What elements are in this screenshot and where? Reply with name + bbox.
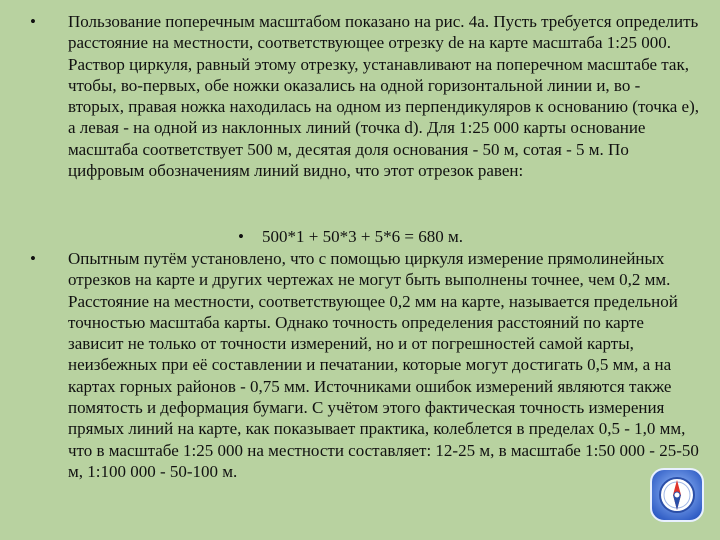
formula-line	[238, 226, 463, 247]
bullet-paragraph-2	[30, 248, 700, 482]
paragraph-text: Опытным путём установлено, что с помощью циркуля измерение прямолинейных отрезков на карте и других чертежах не могут быть выполнены точнее, чем 0,2 мм. Расстояние на местности, соответствующее 0,2 мм на карте, называется предельной точностью масштаба карты. Однако точность определения расстояний по карте зависит не только от точности измерений, но и от погрешностей самой карты, неизбежных при её составлении и печатании, которые могут достигать 0,5 мм, а на картах горных районов - 0,75 мм. Источниками ошибок измерений являются также помятость и деформация бумаги. С учётом этого фактическая точность измерения прямых линий на карте, как показывает практика, колеблется в пределах 0,5 - 1,0 мм, что в масштабе 1:25 000 на местности составляет: 12-25 м, в масштабе 1:50 000 - 25-50 м, 1:100 000 - 50-100 м.	[68, 249, 699, 481]
bullet-marker: •	[30, 249, 36, 268]
bullet-marker: •	[238, 227, 244, 246]
compass-icon[interactable]	[648, 466, 706, 524]
paragraph-text: Пользование поперечным масштабом показано на рис. 4а. Пусть требуется определить расстояние на местности, соответствующее отрезку de на карте масштаба 1:25 000. Раствор циркуля, равный этому отрезку, устанавливают на поперечном масштабе так, чтобы, во-первых, обе ножки оказались на одной горизонтальной линии и, во - вторых, правая ножка находилась на одном из перпендикуляров к основанию (точка е), а левая - на одной из наклонных линий (точка d). Для 1:25 000 карты основание масштаба соответствует 500 м, десятая доля основания - 50 м, сотая - 5 м. По цифровым обозначениям линий видно, что этот отрезок равен:	[68, 12, 700, 181]
bullet-paragraph-1	[30, 11, 700, 181]
bullet-marker: •	[30, 12, 36, 31]
formula-text: 500*1 + 50*3 + 5*6 = 680 м.	[262, 227, 464, 246]
